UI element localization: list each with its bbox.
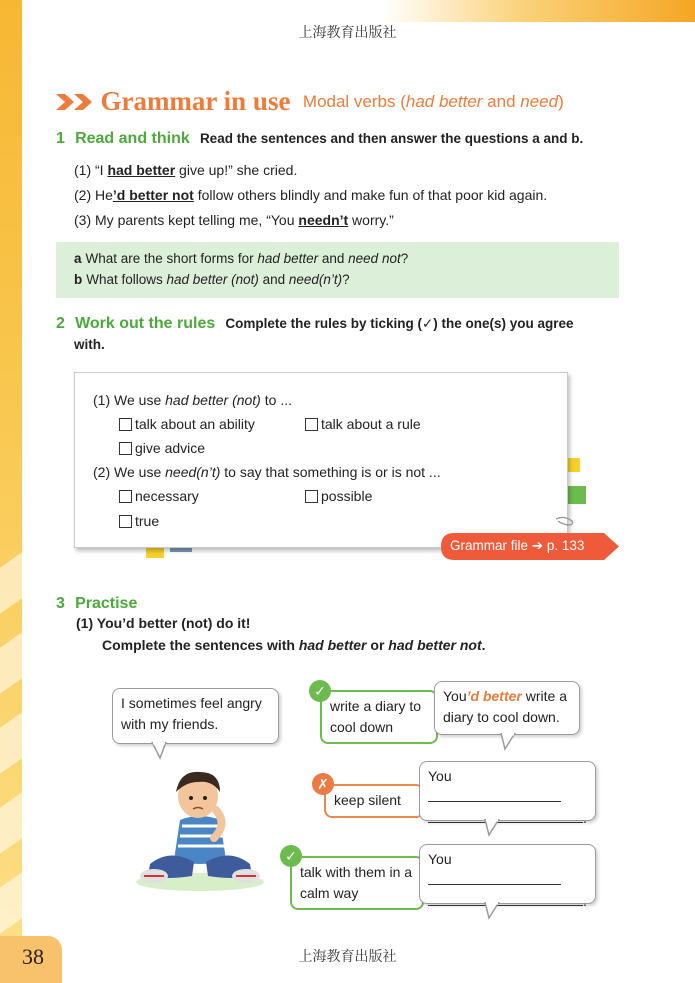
- answer-bubble-3: You .: [419, 844, 596, 904]
- answer-blank[interactable]: [428, 905, 583, 906]
- checkbox[interactable]: [119, 490, 132, 503]
- edge-stripe: [0, 552, 22, 613]
- page-number: 38: [22, 944, 44, 969]
- edge-stripe: [0, 712, 22, 773]
- section2-number: 2: [56, 315, 65, 332]
- rule1-option-ability[interactable]: talk about an ability: [119, 416, 255, 432]
- checkbox[interactable]: [119, 442, 132, 455]
- decor-square: [566, 458, 580, 472]
- answer-bubble-2: You .: [419, 761, 596, 821]
- section-title: [56, 86, 564, 117]
- checkbox[interactable]: [119, 418, 132, 431]
- bubble-tail: [150, 742, 170, 760]
- section2-heading: [56, 315, 616, 333]
- publisher-footer: 上海教育出版社: [298, 949, 397, 965]
- checkbox[interactable]: [305, 490, 318, 503]
- bubble-tail: [500, 733, 516, 751]
- section2-heading-cont: with.: [74, 337, 105, 352]
- section3-heading: [56, 595, 143, 613]
- top-edge-decoration: [0, 0, 695, 22]
- checkbox[interactable]: [305, 418, 318, 431]
- tick-icon: ✓: [280, 845, 302, 867]
- edge-stripe: [0, 872, 22, 933]
- question-b: b What follows had better (not) and need(n’t)?: [74, 272, 350, 287]
- rule1-stem: (1) We use had better (not) to ...: [93, 392, 292, 408]
- bubble-tail: [484, 819, 500, 837]
- grammar-file-label[interactable]: Grammar file ➔ p. 133: [450, 538, 585, 553]
- question-a: a What are the short forms for had better and need not?: [74, 251, 409, 266]
- answer-blank[interactable]: [428, 801, 561, 802]
- cross-icon: ✗: [312, 773, 334, 795]
- title-main: Grammar in use: [100, 86, 291, 116]
- sentence-1: (1) “I had better give up!” she cried.: [74, 162, 298, 178]
- section3-number: 3: [56, 595, 65, 612]
- section1-number: 1: [56, 130, 65, 147]
- rule1-option-rule[interactable]: talk about a rule: [305, 416, 421, 432]
- cue-2: keep silent: [324, 784, 424, 818]
- double-chevron-icon: [56, 92, 96, 112]
- rule2-stem: (2) We use need(n’t) to say that something is or is not ...: [93, 464, 441, 480]
- title-subtitle: Modal verbs (had better and need): [302, 91, 564, 111]
- checkbox[interactable]: [119, 515, 132, 528]
- rule2-option-true[interactable]: true: [119, 513, 159, 529]
- practise-instruction: Complete the sentences with had better or had better not.: [102, 637, 486, 653]
- answer-blank[interactable]: [428, 884, 561, 885]
- section1-name: Read and think: [75, 130, 190, 147]
- rule1-option-advice[interactable]: give advice: [119, 440, 205, 456]
- section2-name: Work out the rules: [75, 315, 216, 332]
- left-edge-decoration: [0, 0, 22, 983]
- answer-bubble-1: You’d better write a diary to cool down.: [434, 681, 580, 735]
- section1-instruction: Read the sentences and then answer the questions a and b.: [199, 131, 584, 146]
- bubble-tail: [484, 902, 500, 920]
- questions-box: [56, 242, 619, 298]
- sad-boy-illustration: [130, 764, 270, 892]
- publisher-header: 上海教育出版社: [298, 25, 397, 41]
- cue-1: write a diary to cool down: [320, 690, 438, 744]
- sentence-3: (3) My parents kept telling me, “You needn’t worry.”: [74, 212, 394, 228]
- decor-square: [566, 486, 586, 504]
- sentence-2: (2) He’d better not follow others blindly and make fun of that poor kid again.: [74, 187, 548, 203]
- practise-subtitle: (1) You’d better (not) do it!: [76, 615, 251, 631]
- paperclip-icon: [554, 515, 576, 529]
- section3-name: Practise: [75, 595, 138, 612]
- section2-instruction: Complete the rules by ticking (✓) the one(s) you agree: [225, 316, 574, 331]
- answer-blank[interactable]: [428, 822, 583, 823]
- rule2-option-necessary[interactable]: necessary: [119, 488, 199, 504]
- cue-3: talk with them in a calm way: [290, 856, 424, 910]
- rule2-option-possible[interactable]: possible: [305, 488, 372, 504]
- tick-icon: ✓: [309, 680, 331, 702]
- rules-box: [74, 372, 568, 548]
- grammar-file-link[interactable]: [441, 533, 619, 560]
- edge-stripe: [0, 632, 22, 693]
- boy-speech-bubble: I sometimes feel angry with my friends.: [112, 688, 279, 744]
- section1-heading: [56, 130, 583, 148]
- edge-stripe: [0, 792, 22, 853]
